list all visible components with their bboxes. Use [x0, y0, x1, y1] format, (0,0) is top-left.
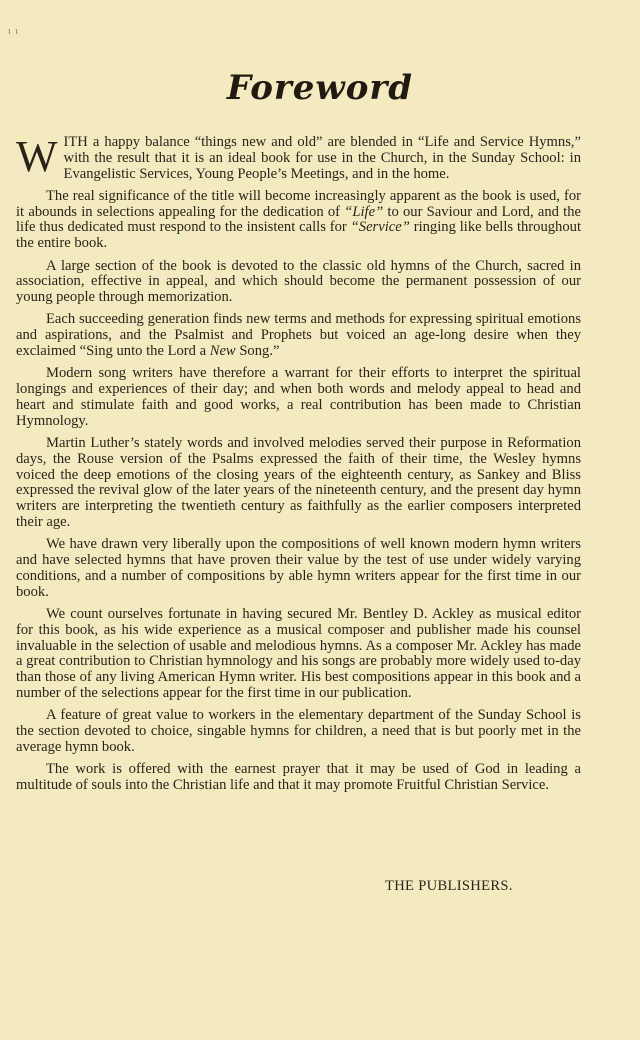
paragraph-text: ringing like bells throughout the entire book. — [16, 219, 582, 252]
paragraph — [16, 607, 581, 702]
paragraph-text: Martin Luther’s stately words and involved melodies served their purpose in Reformation days, the Rouse version of the Psalms expressed the faith of their time, the Wesley hymns voiced the deep emotions of the closing years of the eighteenth century, as Sankey and Bliss expressed the revival glow of the later years of the nineteenth century, and the present day hymn writers are interpreting the twentieth century as faithfully as the earlier composers interpreted their age. — [16, 435, 581, 531]
paragraph-text: The real significance of the title will become increasingly apparent as the book is used, for it abounds in selections appealing for the dedication of — [16, 187, 581, 220]
paragraph-text: Each succeeding generation finds new terms and methods for expressing spiritual emotions and aspirations, and the Psalmist and Prophets but voiced an age-long desire when they exclaimed “Sing unto the Lord a — [16, 311, 581, 360]
paragraph-text: Song.” — [235, 343, 280, 360]
paragraph — [16, 132, 581, 182]
paragraph — [16, 762, 581, 794]
paragraph-text: A large section of the book is devoted to the classic old hymns of the Church, sacred in association, effective in appeal, and which should become the permanent possession of our young people through memorization. — [16, 257, 581, 306]
page-title: Foreword — [226, 68, 414, 108]
paragraph — [16, 259, 581, 306]
paragraph-text: A feature of great value to workers in the elementary department of the Sunday School is the section devoted to choice, singable hymns for children, a need that is but poorly met in the average hymn book. — [16, 707, 581, 755]
paragraph — [16, 189, 581, 252]
drop-cap: W — [16, 132, 58, 181]
corner-mark: ι ι — [8, 26, 19, 37]
italic-text: New — [209, 343, 236, 360]
paragraph — [16, 436, 581, 531]
paragraph — [16, 708, 581, 755]
paragraph — [16, 312, 581, 359]
paragraph — [16, 366, 581, 429]
paragraph — [16, 537, 581, 600]
paragraph-text: We have drawn very liberally upon the compositions of well known modern hymn writers and have selected hymns that have proven their value by the test of use under widely varying conditions, and a number of compositions by able hymn writers appear for the first time in our book. — [16, 536, 581, 600]
italic-text: “Life” — [344, 203, 384, 220]
signature: THE PUBLISHERS. — [385, 878, 513, 894]
first-word: ITH — [63, 134, 88, 150]
italic-text: “Service” — [350, 219, 410, 236]
paragraph-text: We count ourselves fortunate in having secured Mr. Bentley D. Ackley as musical editor for this book, as his wide experience as a musical composer and publisher made his counsel invaluable in the selection of usable and melodious hymns. As a composer Mr. Ackley has made a great contribution to Christian hymnology and his songs are probably more widely used to-day than those of any living American Hymn writer. His best compositions appear in this book and a number of the selections appear for the first time in our publication. — [16, 606, 581, 701]
paragraph-text: to our Saviour and Lord, and the life thus dedicated must respond to the insistent calls for — [16, 203, 581, 236]
paragraph-text: Modern song writers have therefore a warrant for their efforts to interpret the spiritual longings and experiences of their day; and when both words and melody appeal to head and heart and stimulate faith and good works, a real contribution has been made to Christian Hymnology. — [16, 365, 581, 429]
foreword-body — [16, 132, 582, 800]
paragraph-text: The work is offered with the earnest prayer that it may be used of God in leading a multitude of souls into the Christian life and that it may promote Fruitful Christian Service. — [16, 761, 581, 793]
paragraph-text: a happy balance “things new and old” are blended in “Life and Service Hymns,” with the result that it is an ideal book for use in the Church, in the Sunday School: in Evangelistic Services, Young People’s Meetings, and in the home. — [63, 134, 581, 182]
